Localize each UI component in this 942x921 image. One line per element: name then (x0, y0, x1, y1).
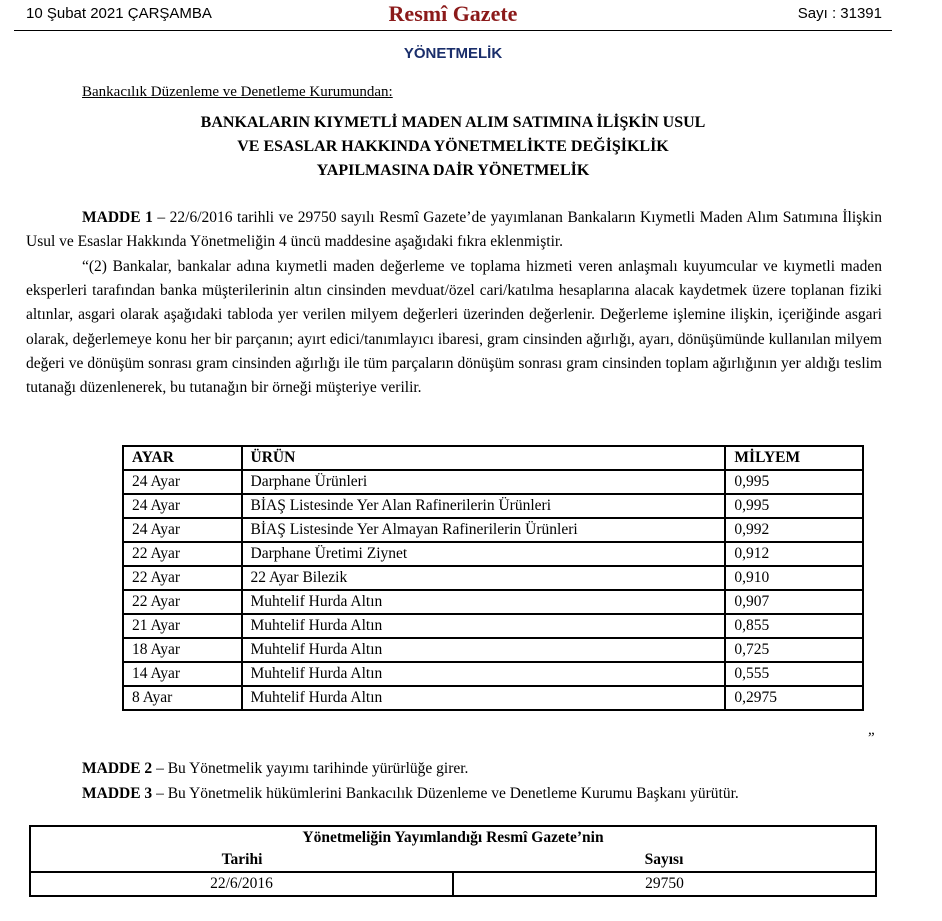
publication-header-row (30, 849, 876, 872)
cell-urun: Muhtelif Hurda Altın (242, 686, 726, 710)
cell-milyem: 0,907 (725, 590, 863, 614)
table-row (123, 638, 863, 662)
table-row (123, 566, 863, 590)
cell-urun: Muhtelif Hurda Altın (242, 590, 726, 614)
cell-urun: Muhtelif Hurda Altın (242, 614, 726, 638)
article-2-label: MADDE 2 (82, 760, 153, 777)
cell-ayar: 24 Ayar (123, 518, 242, 542)
issue-date: 10 Şubat 2021 ÇARŞAMBA (26, 5, 212, 22)
article-2-paragraph (82, 760, 468, 778)
table-row (123, 518, 863, 542)
table-row (123, 662, 863, 686)
column-header-urun: ÜRÜN (242, 446, 726, 470)
cell-ayar: 22 Ayar (123, 566, 242, 590)
cell-ayar: 21 Ayar (123, 614, 242, 638)
cell-urun: BİAŞ Listesinde Yer Alan Rafinerilerin Ürünleri (242, 494, 726, 518)
column-header-milyem: MİLYEM (725, 446, 863, 470)
cell-ayar: 14 Ayar (123, 662, 242, 686)
cell-ayar: 22 Ayar (123, 590, 242, 614)
issuing-institution: Bankacılık Düzenleme ve Denetleme Kurumundan: (82, 84, 393, 100)
table-row (123, 590, 863, 614)
article-2-text: – Bu Yönetmelik yayımı tarihinde yürürlüğe girer. (152, 760, 469, 777)
publication-table (29, 825, 877, 897)
cell-urun: Darphane Üretimi Ziynet (242, 542, 726, 566)
table-row (123, 614, 863, 638)
article-1-text: – 22/6/2016 tarihli ve 29750 sayılı Resmî Gazete’de yayımlanan Bankaların Kıymetli Maden Alım Satımına İlişkin Usul ve Esaslar Hakkında Yönetmeliğin 4 üncü maddesine aşağıdaki fıkra eklenmiştir. (26, 209, 882, 251)
section-heading: YÖNETMELİK (403, 45, 503, 62)
table-row (123, 470, 863, 494)
closing-quote: ” (868, 730, 875, 746)
cell-ayar: 18 Ayar (123, 638, 242, 662)
title-line-1: BANKALARIN KIYMETLİ MADEN ALIM SATIMINA İLİŞKİN USUL (200, 114, 706, 131)
cell-ayar: 24 Ayar (123, 470, 242, 494)
table-row (123, 686, 863, 710)
cell-milyem: 0,995 (725, 494, 863, 518)
issue-number: Sayı : 31391 (797, 5, 882, 22)
article-1-paragraph (26, 206, 882, 254)
cell-milyem: 0,995 (725, 470, 863, 494)
cell-milyem: 0,910 (725, 566, 863, 590)
article-3-paragraph (82, 785, 739, 803)
cell-ayar: 24 Ayar (123, 494, 242, 518)
publication-number: 29750 (453, 872, 876, 896)
table-row (123, 542, 863, 566)
column-header-number: Sayısı (453, 849, 876, 872)
article-3-label: MADDE 3 (82, 785, 153, 802)
cell-milyem: 0,555 (725, 662, 863, 686)
cell-milyem: 0,992 (725, 518, 863, 542)
cell-urun: Muhtelif Hurda Altın (242, 662, 726, 686)
publication-data-row (30, 872, 876, 896)
cell-ayar: 8 Ayar (123, 686, 242, 710)
article-3-text: – Bu Yönetmelik hükümlerini Bankacılık Düzenleme ve Denetleme Kurumu Başkanı yürütür. (152, 785, 739, 802)
article-1-label: MADDE 1 (82, 209, 153, 226)
gazette-title: Resmî Gazete (388, 1, 518, 26)
cell-milyem: 0,2975 (725, 686, 863, 710)
publication-table-title: Yönetmeliğin Yayımlandığı Resmî Gazete’nin (30, 826, 876, 849)
regulation-title (0, 111, 906, 183)
cell-ayar: 22 Ayar (123, 542, 242, 566)
article-1-clause-2: “(2) Bankalar, bankalar adına kıymetli maden değerleme ve toplama hizmeti veren anlaşmalı kuyumcular ve kıymetli maden eksperleri tarafından banka müşterilerinin altın cinsinden mevduat/özel cari/katılma hesaplarına alacak kaydetmek üzere toplanan fiziki altınlar, asgari olarak aşağıdaki tabloda yer verilen milyem değerleri üzerinden değerlenir. Değerleme işlemine ilişkin, içeriğinde asgari olarak, değerlemeye konu her bir parçanın; ayırt edici/tanımlayıcı ibaresi, gram cinsinden ağırlığı, ayarı, dönüşümünde kullanılan milyem değeri ve dönüşüm sonrası gram cinsinden ağırlığı ile tüm parçaların dönüşüm sonrası gram cinsinden toplam ağırlığının yer aldığı teslim tutanağı düzenlenerek, bu tutanağın bir örneği müşteriye verilir. (26, 258, 882, 397)
table-header-row (123, 446, 863, 470)
cell-milyem: 0,912 (725, 542, 863, 566)
cell-urun: 22 Ayar Bilezik (242, 566, 726, 590)
cell-urun: Muhtelif Hurda Altın (242, 638, 726, 662)
title-line-3: YAPILMASINA DAİR YÖNETMELİK (316, 162, 590, 179)
gazette-header (14, 0, 892, 31)
gold-purity-table (122, 445, 864, 711)
table-row (123, 494, 863, 518)
publication-date: 22/6/2016 (30, 872, 453, 896)
column-header-ayar: AYAR (123, 446, 242, 470)
cell-milyem: 0,855 (725, 614, 863, 638)
cell-urun: BİAŞ Listesinde Yer Almayan Rafinerilerin Ürünleri (242, 518, 726, 542)
title-line-2: VE ESASLAR HAKKINDA YÖNETMELİKTE DEĞİŞİKLİK (237, 138, 669, 155)
column-header-date: Tarihi (30, 849, 453, 872)
cell-urun: Darphane Ürünleri (242, 470, 726, 494)
publication-title-row (30, 826, 876, 849)
cell-milyem: 0,725 (725, 638, 863, 662)
